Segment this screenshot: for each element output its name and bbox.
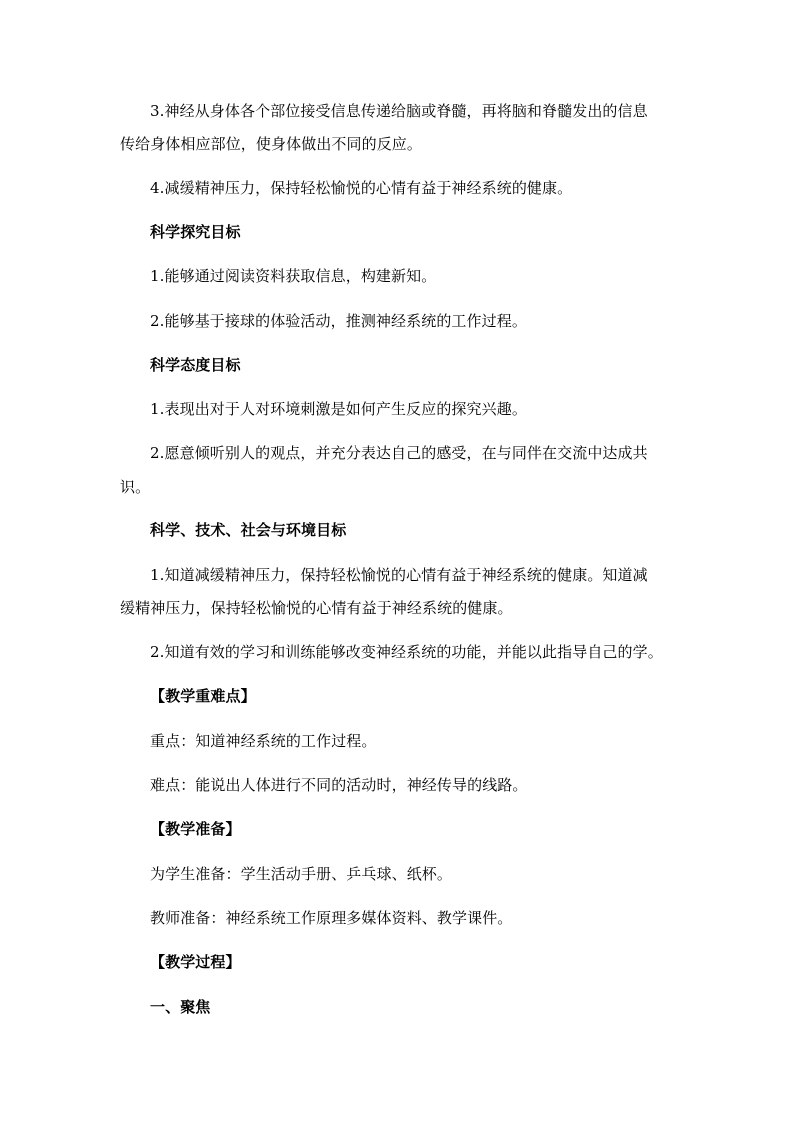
attitude-item-2-line-2: 识。 — [120, 478, 151, 496]
attitude-heading: 科学态度目标 — [150, 356, 241, 374]
preparation-students: 为学生准备：学生活动手册、乒乓球、纸杯。 — [150, 865, 453, 883]
preparation-heading: 【教学准备】 — [150, 820, 241, 838]
stse-item-1-line-1: 1.知道减缓精神压力，保持轻松愉悦的心情有益于神经系统的健康。知道减 — [150, 566, 648, 584]
attitude-item-1: 1.表现出对于人对环境刺激是如何产生反应的探究兴趣。 — [150, 400, 527, 418]
inquiry-item-2: 2.能够基于接球的体验活动，推测神经系统的工作过程。 — [150, 312, 527, 330]
process-section-1: 一、聚焦 — [150, 998, 211, 1016]
knowledge-item-3-line-1: 3.神经从身体各个部位接受信息传递给脑或脊髓，再将脑和脊髓发出的信息 — [150, 102, 648, 120]
key-points-focus: 重点：知道神经系统的工作过程。 — [150, 732, 377, 750]
key-points-heading: 【教学重难点】 — [150, 687, 256, 705]
key-points-difficulty: 难点：能说出人体进行不同的活动时，神经传导的线路。 — [150, 776, 528, 794]
preparation-teacher: 教师准备：神经系统工作原理多媒体资料、教学课件。 — [150, 909, 513, 927]
inquiry-heading: 科学探究目标 — [150, 223, 241, 241]
stse-heading: 科学、技术、社会与环境目标 — [150, 521, 347, 539]
process-heading: 【教学过程】 — [150, 953, 241, 971]
knowledge-item-4: 4.减缓精神压力，保持轻松愉悦的心情有益于神经系统的健康。 — [150, 179, 573, 197]
knowledge-item-3-line-2: 传给身体相应部位，使身体做出不同的反应。 — [120, 135, 423, 153]
stse-item-1-line-2: 缓精神压力，保持轻松愉悦的心情有益于神经系统的健康。 — [120, 599, 513, 617]
inquiry-item-1: 1.能够通过阅读资料获取信息，构建新知。 — [150, 267, 437, 285]
attitude-item-2-line-1: 2.愿意倾听别人的观点，并充分表达自己的感受，在与同伴在交流中达成共 — [150, 444, 648, 462]
stse-item-2: 2.知道有效的学习和训练能够改变神经系统的功能，并能以此指导自己的学。 — [150, 643, 663, 661]
